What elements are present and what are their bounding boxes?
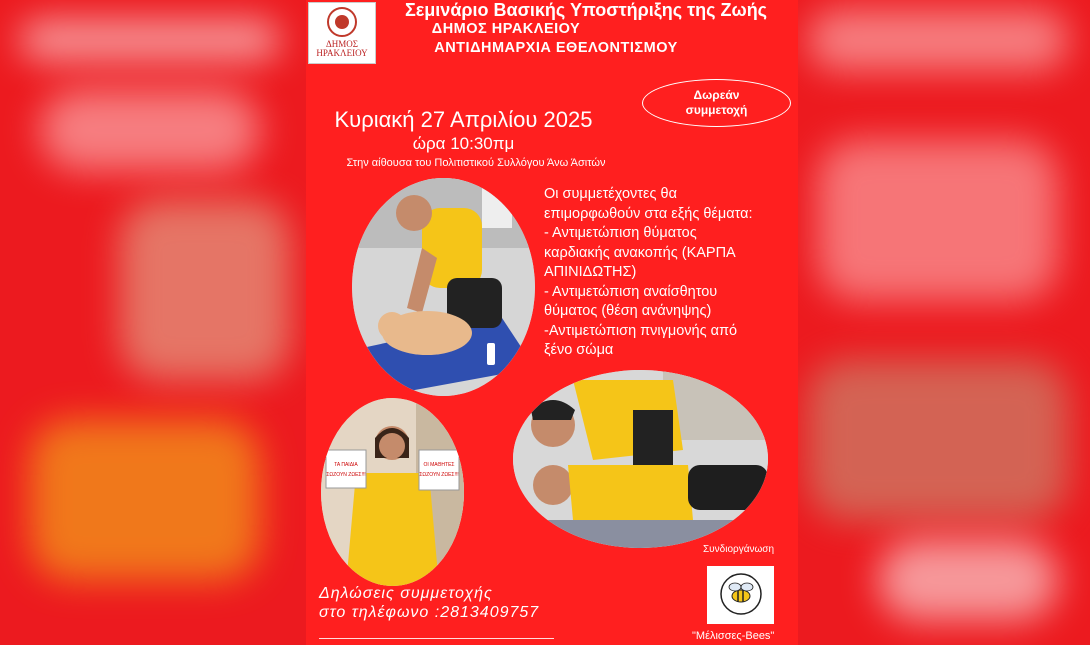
event-date: Κυριακή 27 Απριλίου 2025 <box>334 107 593 132</box>
registration-label: Δηλώσεις συμμετοχής <box>319 585 493 602</box>
topics-line: -Αντιμετώπιση πνιγμονής από <box>544 322 738 339</box>
poster-title: Σεμινάριο Βασικής Υποστήριξης της Ζωής <box>404 0 768 20</box>
free-badge-line1: Δωρεάν <box>693 88 740 102</box>
svg-text:ΣΩΖΟΥΝ ΖΩΕΣ!!!: ΣΩΖΟΥΝ ΖΩΕΣ!!! <box>419 472 459 478</box>
photo-cpr-manikin <box>352 178 535 396</box>
topics-line: - Αντιμετώπιση αναίσθητου <box>544 283 718 300</box>
topics-line: - Αντιμετώπιση θύματος <box>544 225 697 241</box>
event-venue: Στην αίθουσα του Πολιτιστικού Συλλόγου Άνω Άσιτών <box>346 157 606 169</box>
topics-line: ξένο σώμα <box>544 342 614 358</box>
topics-line: Οι συμμετέχοντες θα <box>544 186 677 202</box>
blurred-background-left <box>0 0 306 645</box>
department-name: ΑΝΤΙΔΗΜΑΡΧΙΑ ΕΘΕΛΟΝΤΙΣΜΟΥ <box>434 40 678 56</box>
bees-logo <box>707 566 774 624</box>
municipality-logo <box>308 2 376 64</box>
municipality-seal-icon <box>327 7 357 37</box>
svg-text:ΣΩΖΟΥΝ ΖΩΕΣ!!!: ΣΩΖΟΥΝ ΖΩΕΣ!!! <box>326 472 366 478</box>
registration-phone: στο τηλέφωνο :2813409757 <box>319 604 540 621</box>
blurred-background-right <box>798 0 1090 645</box>
free-badge-line2: συμμετοχή <box>685 103 748 117</box>
logo-text: ΔΗΜΟΣ ΗΡΑΚΛΕΙΟΥ <box>316 39 368 58</box>
photo-recovery-position <box>513 370 768 548</box>
svg-text:ΟΙ ΜΑΘΗΤΕΣ: ΟΙ ΜΑΘΗΤΕΣ <box>423 462 455 468</box>
event-time: ώρα 10:30πμ <box>412 134 515 153</box>
co-organization-label: Συνδιοργάνωση <box>703 544 775 555</box>
topics-line: επιμορφωθούν στα εξής θέματα: <box>544 205 753 222</box>
photo-girl-with-signs <box>321 398 464 586</box>
topics-line: θύματος (θέση ανάνηψης) <box>544 303 712 319</box>
topics-list <box>544 185 794 361</box>
registration-email-link[interactable] <box>319 626 554 639</box>
free-participation-badge <box>642 79 791 127</box>
municipality-name: ΔΗΜΟΣ ΗΡΑΚΛΕΙΟΥ <box>431 21 581 37</box>
svg-text:ΤΑ ΠΑΙΔΙΑ: ΤΑ ΠΑΙΔΙΑ <box>334 462 358 468</box>
seminar-poster <box>306 0 798 645</box>
topics-line: ΑΠΙΝΙΔΩΤΗΣ) <box>544 264 637 280</box>
topics-line: καρδιακής ανακοπής (ΚΑΡΠΑ <box>544 244 736 261</box>
bee-icon <box>711 570 771 620</box>
co-organization-name: "Μέλισσες-Bees" <box>692 630 775 642</box>
